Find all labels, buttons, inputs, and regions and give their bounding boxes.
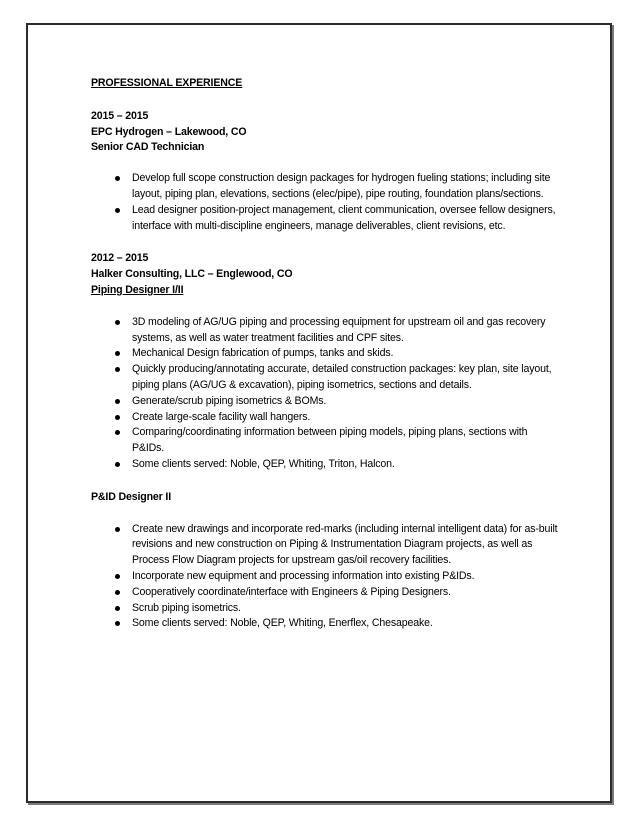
bullet-icon <box>115 621 120 626</box>
bullet-icon <box>115 415 120 420</box>
bullet-icon <box>115 574 120 579</box>
bullet-text: Generate/scrub piping isometrics & BOMs. <box>132 394 327 407</box>
bullet-text: Quickly producing/annotating accurate, detailed construction packages: key plan, site layout, piping plans (AG/UG & excavation), piping isometrics, sections and details. <box>132 363 552 391</box>
bullet-text: Develop full scope construction design packages for hydrogen fueling stations; including site layout, piping plan, elevations, sections (elec/pipe), pipe routing, foundation plans/sections. <box>132 172 551 200</box>
bullet-item <box>132 569 561 585</box>
bullet-text: Incorporate new equipment and processing information into existing P&IDs. <box>132 569 475 582</box>
bullet-text: Mechanical Design fabrication of pumps, tanks and skids. <box>132 347 394 360</box>
bullet-item <box>132 410 561 426</box>
job-bullets <box>91 315 561 473</box>
bullet-item <box>132 601 561 617</box>
bullet-text: Cooperatively coordinate/interface with Engineers & Piping Designers. <box>132 585 451 598</box>
job-pid-designer <box>91 490 561 632</box>
job-title: P&ID Designer II <box>91 490 172 503</box>
bullet-text: Create large-scale facility wall hangers. <box>132 410 311 423</box>
resume-content <box>91 76 561 632</box>
job-bullets <box>91 522 561 633</box>
job-halker-consulting <box>91 251 561 472</box>
bullet-item <box>132 457 561 473</box>
bullet-item <box>132 315 561 347</box>
bullet-icon <box>115 367 120 372</box>
job-dates: 2015 – 2015 <box>91 109 149 122</box>
bullet-item <box>132 394 561 410</box>
job-dates: 2012 – 2015 <box>91 252 149 265</box>
bullet-item <box>132 203 561 235</box>
bullet-icon <box>115 430 120 435</box>
bullet-text: Scrub piping isometrics. <box>132 601 241 614</box>
bullet-item <box>132 616 561 632</box>
section-heading: PROFESSIONAL EXPERIENCE <box>91 77 243 89</box>
bullet-icon <box>115 320 120 325</box>
bullet-text: Some clients served: Noble, QEP, Whiting, Enerflex, Chesapeake. <box>132 617 433 630</box>
bullet-icon <box>115 208 120 213</box>
bullet-item <box>132 171 561 203</box>
job-bullets <box>91 171 561 234</box>
bullet-item <box>132 522 561 569</box>
bullet-text: 3D modeling of AG/UG piping and processing equipment for upstream oil and gas recovery systems, as well as water treatment facilities and CPF sites. <box>132 315 546 344</box>
bullet-icon <box>115 590 120 595</box>
bullet-item <box>132 346 561 362</box>
job-title: Piping Designer I/II <box>91 283 184 296</box>
bullet-icon <box>115 462 120 467</box>
bullet-item <box>132 425 561 457</box>
bullet-text: Comparing/coordinating information between piping models, piping plans, sections with P&IDs. <box>132 426 528 455</box>
job-company: EPC Hydrogen – Lakewood, CO <box>91 125 247 138</box>
job-epc-hydrogen <box>91 109 561 235</box>
job-title: Senior CAD Technician <box>91 141 205 154</box>
bullet-icon <box>115 176 120 181</box>
bullet-item <box>132 362 561 394</box>
bullet-icon <box>115 351 120 356</box>
bullet-text: Create new drawings and incorporate red-marks (including internal intelligent data) for as-built revisions and new construction on Piping & Instrumentation Diagram projects, as well as Process Flow Diagram projects for upstream gas/oil recovery facilities. <box>132 522 558 567</box>
bullet-item <box>132 585 561 601</box>
bullet-icon <box>115 527 120 532</box>
bullet-text: Some clients served: Noble, QEP, Whiting, Triton, Halcon. <box>132 457 395 470</box>
bullet-icon <box>115 606 120 611</box>
job-company: Halker Consulting, LLC – Englewood, CO <box>91 268 293 281</box>
bullet-text: Lead designer position-project management, client communication, oversee fellow designers, interface with multi-discipline engineers, manage deliverables, client revisions, etc. <box>132 203 556 232</box>
bullet-icon <box>115 399 120 404</box>
